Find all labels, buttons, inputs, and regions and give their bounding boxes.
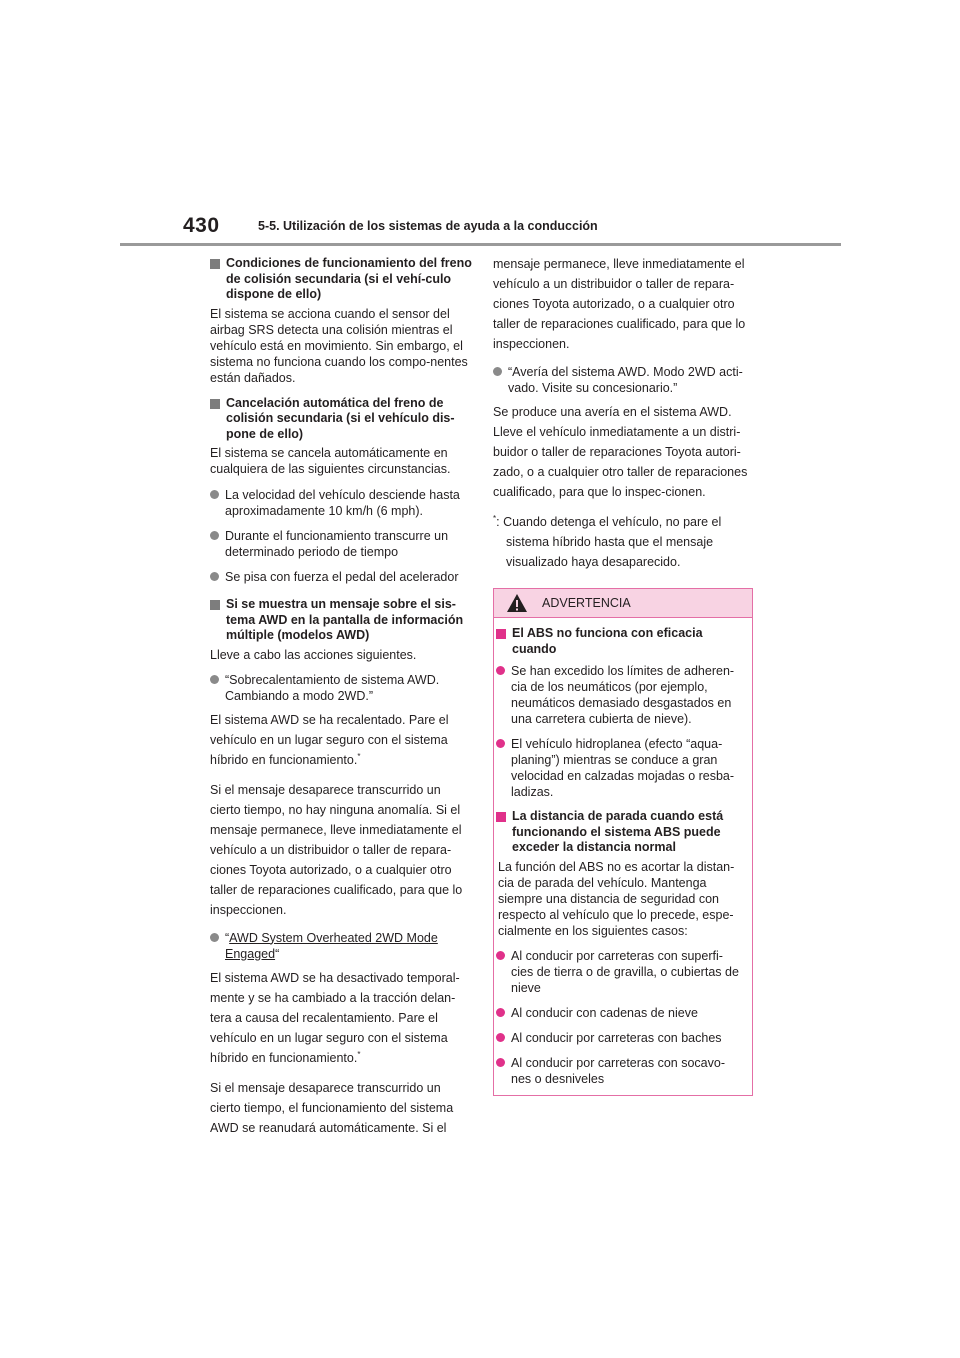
heading-awd-message: Si se muestra un mensaje sobre el sis-tema AWD en la pantalla de información múltiple (modelos AWD) — [210, 597, 472, 644]
square-bullet-icon — [496, 629, 506, 639]
round-bullet-icon — [496, 739, 505, 748]
heading-collision-brake-cancel: Cancelación automática del freno de colisión secundaria (si el vehículo dis-pone de ello) — [210, 396, 472, 443]
list-item: Al conducir con cadenas de nieve — [496, 1005, 744, 1021]
footnote-mark: * — [357, 751, 361, 761]
paragraph: Si el mensaje desaparece transcurrido un cierto tiempo, no hay ninguna anomalía. Si el mensaje permanece, lleve inmediatamente el vehículo a un distribuidor o taller de repara-ciones Toyota autorizado, o a cualquier otro taller de reparaciones cualificado, para que lo inspeccionen. — [210, 782, 463, 917]
square-bullet-icon — [210, 600, 220, 610]
list-item: Al conducir por carreteras con socavo-nes o desniveles — [496, 1055, 744, 1087]
round-bullet-icon — [496, 1058, 505, 1067]
list-item: El vehículo hidroplanea (efecto “aqua-planing”) mientras se conduce a gran velocidad en calzadas mojadas o resba-ladizas. — [496, 736, 744, 800]
section-title: 5-5. Utilización de los sistemas de ayuda a la conducción — [258, 219, 598, 233]
list-item: “AWD System Overheated 2WD Mode Engaged“ — [210, 930, 472, 962]
warning-heading: La distancia de parada cuando está funcionando el sistema ABS puede exceder la distancia normal — [496, 809, 744, 856]
awd-message-link[interactable]: AWD System Overheated 2WD Mode Engaged — [225, 930, 438, 961]
square-bullet-icon — [496, 812, 506, 822]
footnote-mark: * — [357, 1049, 361, 1059]
footnote-mark: * — [493, 513, 497, 523]
paragraph: Lleve a cabo las acciones siguientes. — [210, 647, 417, 662]
heading-collision-brake-conditions: Condiciones de funcionamiento del freno de colisión secundaria (si el vehí-culo dispone de ello) — [210, 256, 472, 303]
round-bullet-icon — [493, 367, 502, 376]
round-bullet-icon — [496, 1033, 505, 1042]
round-bullet-icon — [496, 666, 505, 675]
round-bullet-icon — [210, 531, 219, 540]
footnote: *: Cuando detenga el vehículo, no pare el sistema híbrido hasta que el mensaje visualizado haya desaparecido. — [493, 513, 722, 569]
paragraph: Se produce una avería en el sistema AWD. Lleve el vehículo inmediatamente a un distri-buidor o taller de reparaciones Toyota autori-zado, o a cualquier otro taller de reparaciones cualificado, para que lo inspec-cionen. — [493, 405, 748, 499]
right-column — [493, 256, 751, 1096]
warning-body — [494, 618, 752, 1095]
round-bullet-icon — [210, 572, 219, 581]
square-bullet-icon — [210, 259, 220, 269]
round-bullet-icon — [496, 1008, 505, 1017]
list-item: Al conducir por carreteras con baches — [496, 1030, 744, 1046]
warning-header — [494, 589, 752, 618]
header-rule — [120, 243, 841, 246]
paragraph: El sistema se acciona cuando el sensor del airbag SRS detecta una colisión mientras el vehículo está en movimiento. Sin embargo, el sistema no funciona cuando los compo-nentes están dañados. — [210, 306, 468, 385]
round-bullet-icon — [210, 490, 219, 499]
paragraph: Si el mensaje desaparece transcurrido un cierto tiempo, el funcionamiento del sistema AWD se reanudará automáticamente. Si el — [210, 1080, 454, 1135]
list-item: La velocidad del vehículo desciende hasta aproximadamente 10 km/h (6 mph). — [210, 487, 472, 519]
left-column — [210, 256, 472, 1148]
list-item: Durante el funcionamiento transcurre un determinado periodo de tiempo — [210, 528, 472, 560]
paragraph: El sistema se cancela automáticamente en cualquiera de las siguientes circunstancias. — [210, 446, 451, 476]
warning-box — [493, 588, 753, 1096]
paragraph: mensaje permanece, lleve inmediatamente el vehículo a un distribuidor o taller de repara-ciones Toyota autorizado, o a cualquier otro taller de reparaciones cualificado, para que lo inspeccionen. — [493, 257, 746, 351]
warning-title: ADVERTENCIA — [542, 596, 631, 610]
paragraph: El sistema AWD se ha recalentado. Pare el vehículo en un lugar seguro con el sistema híbrido en funcionamiento.* — [210, 712, 449, 767]
page-number: 430 — [183, 214, 220, 237]
round-bullet-icon — [210, 933, 219, 942]
warning-triangle-icon — [506, 593, 528, 613]
square-bullet-icon — [210, 399, 220, 409]
list-item: “Sobrecalentamiento de sistema AWD. Cambiando a modo 2WD.” — [210, 672, 472, 704]
paragraph: El sistema AWD se ha desactivado temporal-mente y se ha cambiado a la tracción delan-tera a causa del recalentamiento. Pare el vehículo en un lugar seguro con el sistema híbrido en funcionamiento.* — [210, 970, 460, 1065]
round-bullet-icon — [210, 675, 219, 684]
round-bullet-icon — [496, 951, 505, 960]
list-item: Al conducir por carreteras con superfi-cies de tierra o de gravilla, o cubiertas de nieve — [496, 948, 744, 996]
warning-heading: El ABS no funciona con eficacia cuando — [496, 626, 744, 657]
list-item: Se han excedido los límites de adheren-cia de los neumáticos (por ejemplo, neumáticos demasiado desgastados en una carretera cubierta de nieve). — [496, 663, 744, 727]
list-item: Se pisa con fuerza el pedal del acelerador — [210, 569, 472, 585]
paragraph: La función del ABS no es acortar la distan-cia de parada del vehículo. Mantenga siempre una distancia de seguridad con respecto al vehículo que lo precede, espe-cialmente en los siguientes casos: — [498, 859, 735, 938]
list-item: “Avería del sistema AWD. Modo 2WD acti-vado. Visite su concesionario.” — [493, 364, 751, 396]
